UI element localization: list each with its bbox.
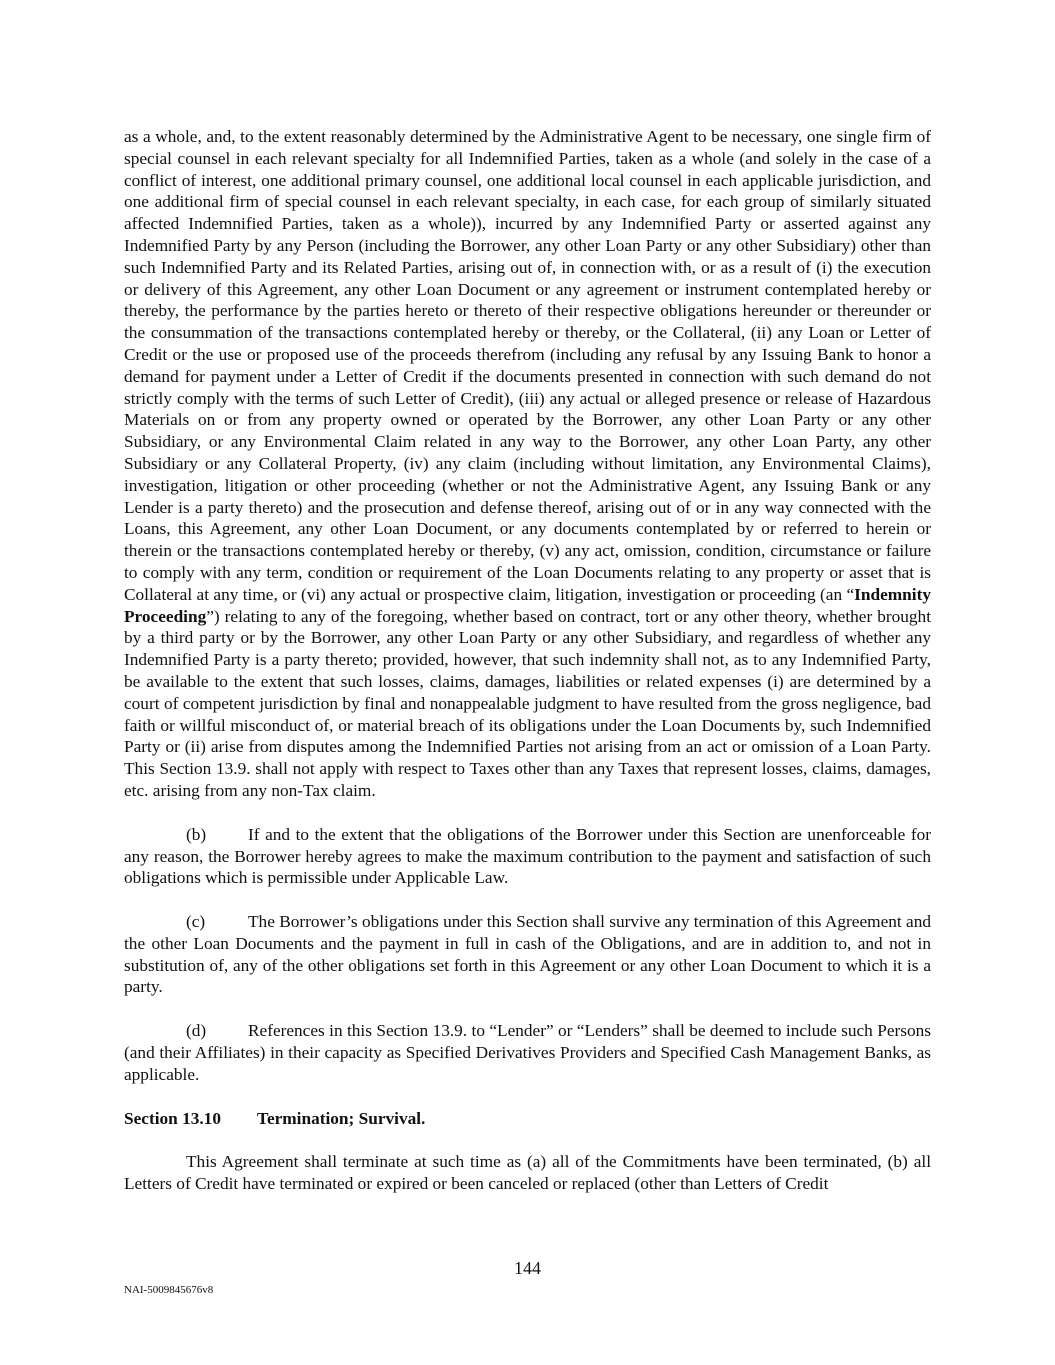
- defined-term-indemnity-proceeding: Indemnity Proceeding: [124, 584, 931, 626]
- document-page: [124, 126, 931, 1195]
- page-number: 144: [514, 1258, 541, 1278]
- document-id: NAI-5009845676v8: [124, 1284, 214, 1296]
- section-heading-title: Termination; Survival.: [257, 1108, 426, 1128]
- subsection-b-text: If and to the extent that the obligations of the Borrower under this Section are unenforceable for any reason, the Borrower hereby agrees to make the maximum contribution to the payment and satisfaction of such obligations which is permissible under Applicable Law.: [124, 824, 931, 888]
- subsection-d-marker: (d): [186, 1021, 207, 1041]
- subsection-d-text: References in this Section 13.9. to “Lender” or “Lenders” shall be deemed to include such Persons (and their Affiliates) in their capacity as Specified Derivatives Providers and Specified Cash Management Banks, as applicable.: [124, 1021, 931, 1084]
- indemnity-paragraph-text-before: as a whole, and, to the extent reasonably determined by the Administrative Agent to be necessary, one single firm of special counsel in each relevant specialty for all Indemnified Parties, taken as a whole (and solely in the case of a conflict of interest, one additional primary counsel, one additional local counsel in each applicable jurisdiction, and one additional firm of special counsel in each relevant specialty, in each case, for each group of similarly situated affected Indemnified Parties, taken as a whole)), incurred by any Indemnified Party or asserted against any Indemnified Party by any Person (including the Borrower, any other Loan Party or any other Subsidiary) other than such Indemnified Party and its Related Parties, arising out of, in connection with, or as a result of (i) the execution or delivery of this Agreement, any other Loan Document or any agreement or instrument contemplated hereby or thereby, the performance by the parties hereto or thereto of their respective obligations hereunder or thereunder or the consummation of the transactions contemplated hereby or thereby, or the Collateral, (ii) any Loan or Letter of Credit or the use or proposed use of the proceeds therefrom (including any refusal by any Issuing Bank to honor a demand for payment under a Letter of Credit if the documents presented in connection with such demand do not strictly comply with the terms of such Letter of Credit), (iii) any actual or alleged presence or release of Hazardous Materials on or from any property owned or operated by the Borrower, any other Loan Party or any other Subsidiary, or any Environmental Claim related in any way to the Borrower, any other Loan Party, any other Subsidiary or any Collateral Property, (iv) any claim (including without limitation, any Environmental Claims), investigation, litigation or other proceeding (whether or not the Administrative Agent, any Issuing Bank or any Lender is a party thereto) and the prosecution and defense thereof, arising out of or in any way connected with the Loans, this Agreement, any other Loan Document, or any documents contemplated by or referred to herein or therein or the transactions contemplated hereby or thereby, (v) any act, omission, condition, circumstance or failure to comply with any term, condition or requirement of the Loan Documents relating to any property or asset that is Collateral at any time, or (vi) any actual or prospective claim, litigation, investigation or proceeding (an “: [124, 127, 931, 604]
- indemnity-paragraph: [124, 126, 931, 802]
- subsection-c-text: The Borrower’s obligations under this Section shall survive any termination of this Agreement and the other Loan Documents and the payment in full in cash of the Obligations, and are in addition to, and not in substitution of, any of the other obligations set forth in this Agreement or any other Loan Document to which it is a party.: [124, 912, 931, 997]
- subsection-c: [124, 911, 931, 998]
- indemnity-paragraph-text-after: ”) relating to any of the foregoing, whether based on contract, tort or any other theory, whether brought by a third party or by the Borrower, any other Loan Party or any other Subsidiary, and regardless of whether any Indemnified Party is a party thereto; provided, however, that such indemnity shall not, as to any Indemnified Party, be available to the extent that such losses, claims, damages, liabilities or related expenses (i) are determined by a court of competent jurisdiction by final and nonappealable judgment to have resulted from the gross negligence, bad faith or willful misconduct of, or material breach of its obligations under the Loan Documents by, such Indemnified Party or (ii) arise from disputes among the Indemnified Parties not arising from an act or omission of a Loan Party. This Section 13.9. shall not apply with respect to Taxes other than any Taxes that represent losses, claims, damages, etc. arising from any non-Tax claim.: [124, 606, 931, 800]
- section-heading-number: Section 13.10: [124, 1108, 221, 1128]
- subsection-b: [124, 824, 931, 889]
- subsection-c-marker: (c): [186, 912, 206, 932]
- subsection-b-marker: (b): [186, 824, 207, 844]
- subsection-d: [124, 1020, 931, 1085]
- section-heading: [124, 1108, 931, 1130]
- termination-paragraph: This Agreement shall terminate at such time as (a) all of the Commitments have been terminated, (b) all Letters of Credit have terminated or expired or been canceled or replaced (other than Letters of Credit: [124, 1152, 931, 1194]
